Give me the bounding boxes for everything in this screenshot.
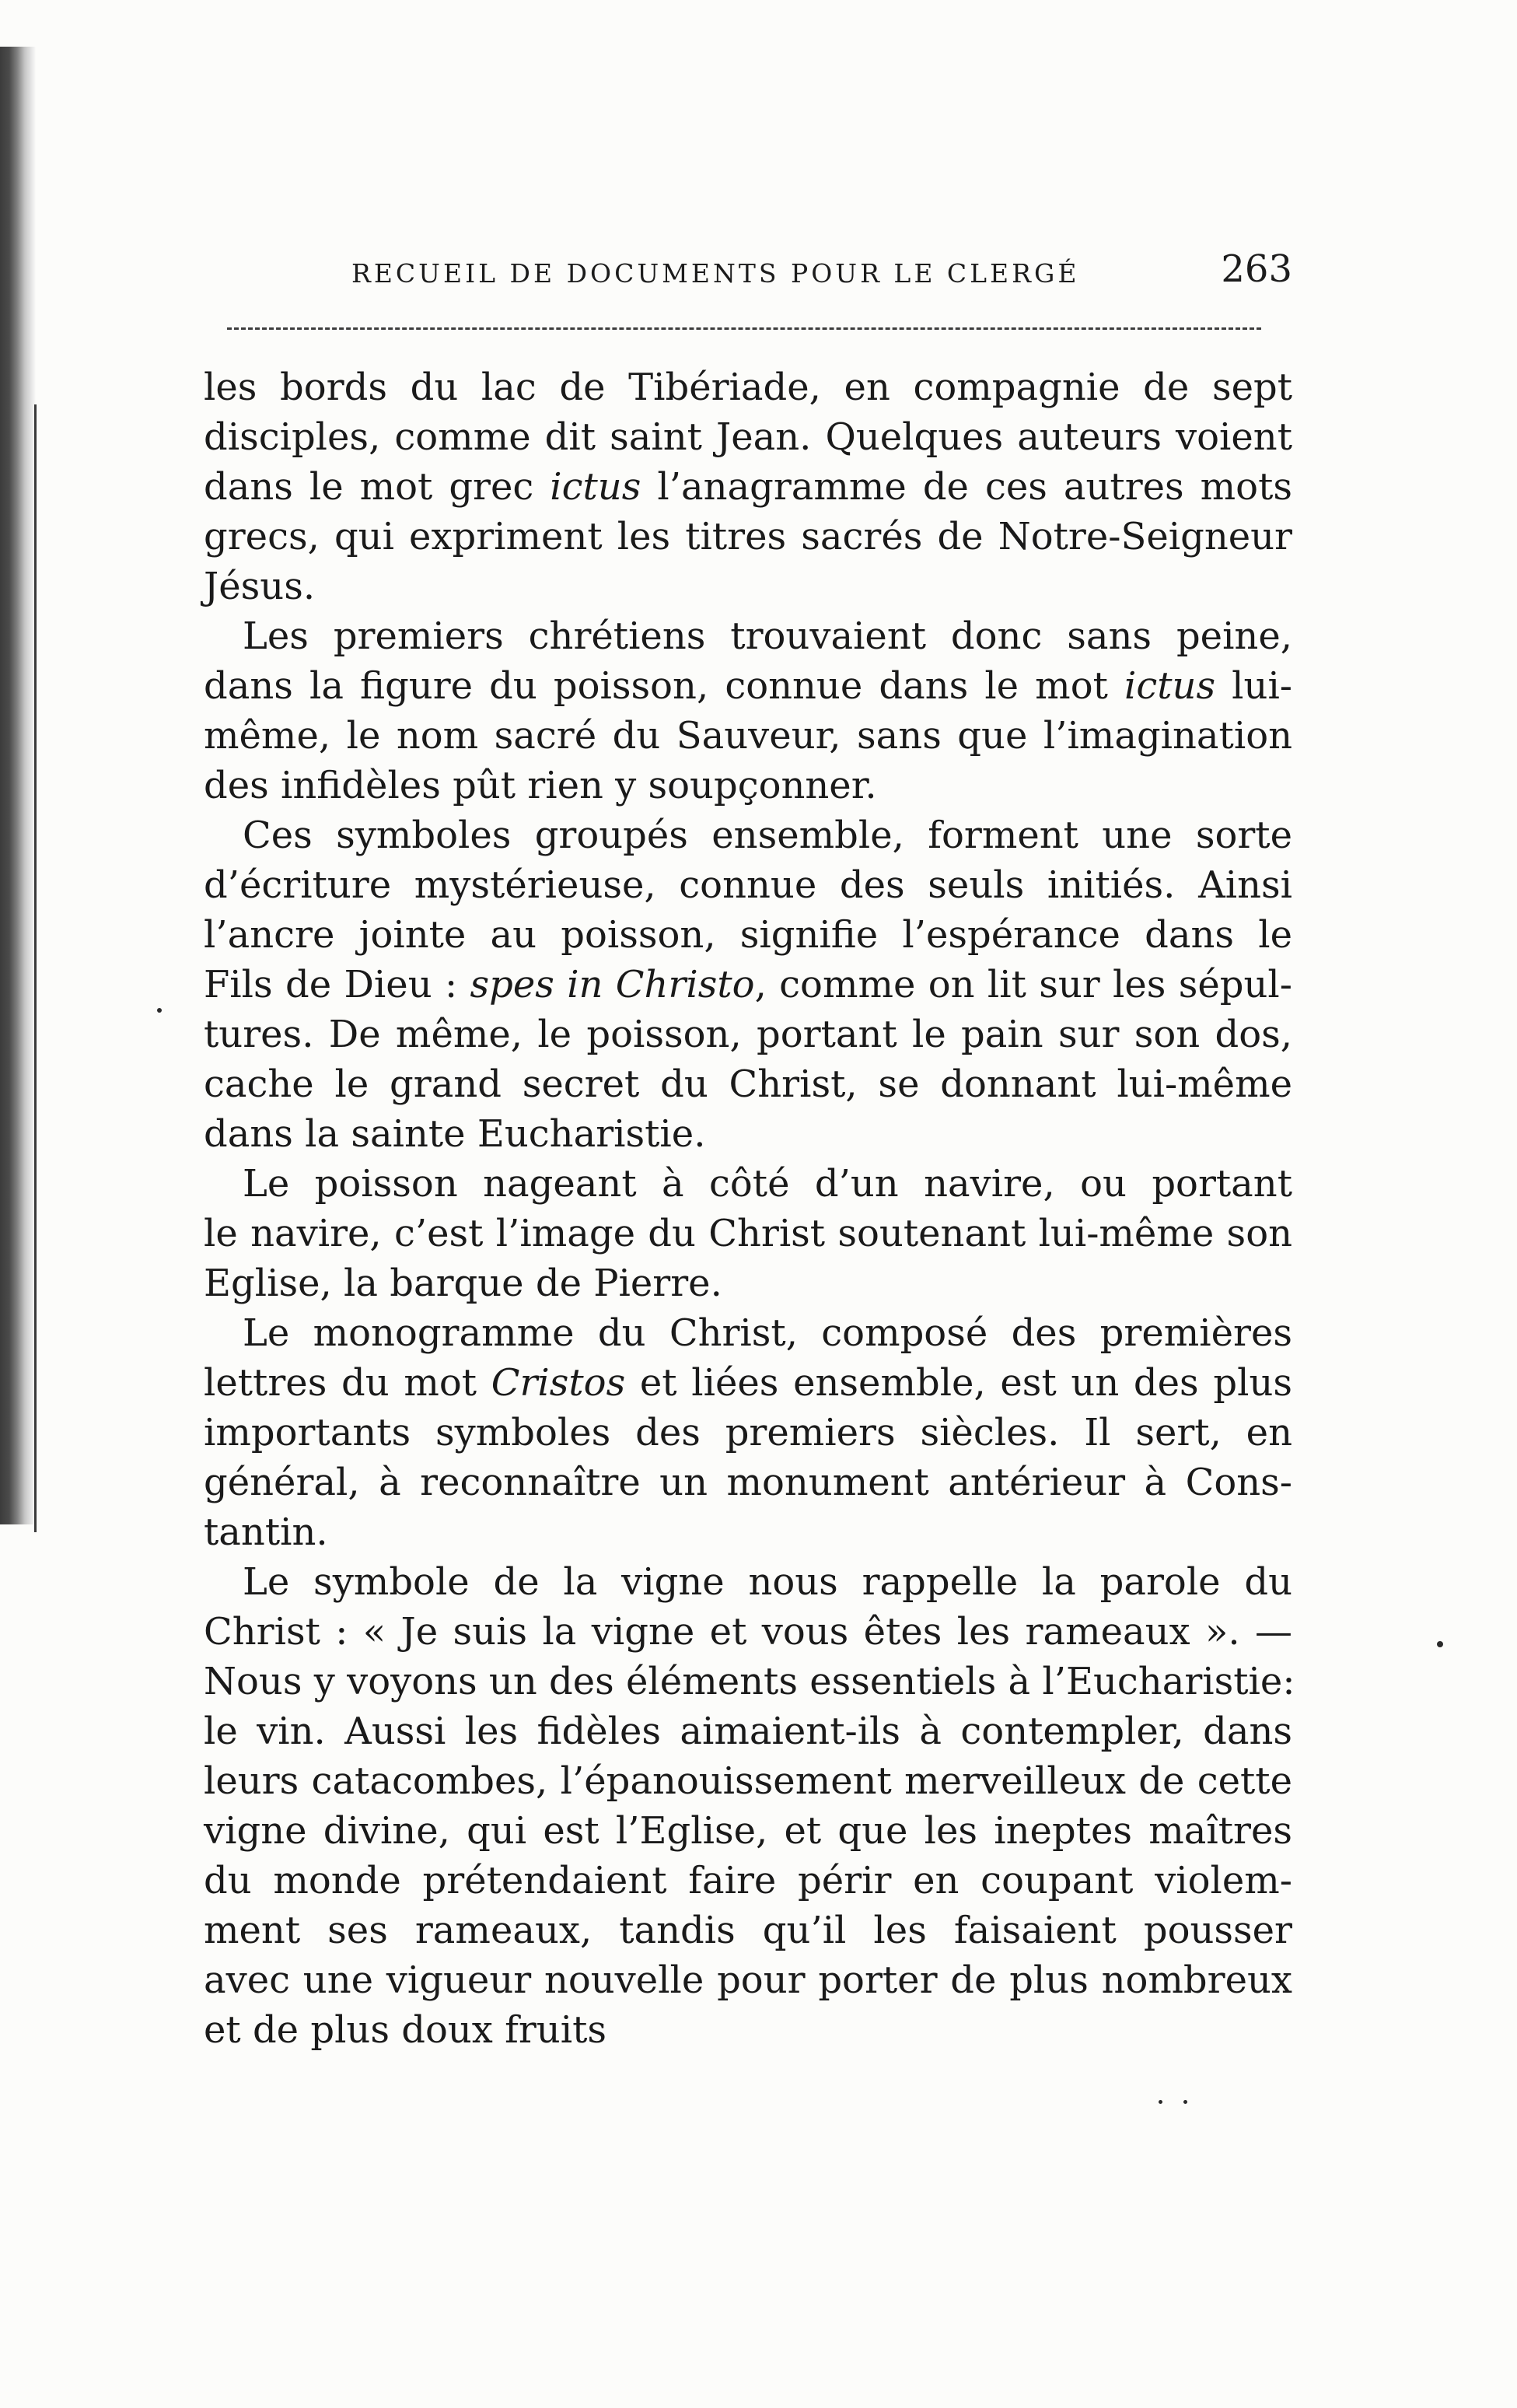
- text-segment: leurs catacombes, l’épanouissement merveilleux de cette: [204, 1759, 1292, 1803]
- text-segment: dans le mot grec: [204, 465, 551, 509]
- text-segment: Le poisson nageant à côté d’un navire, ou portant: [243, 1162, 1292, 1206]
- text-line: [204, 512, 1292, 562]
- text-segment: grecs, qui expriment les titres sacrés de Notre-Seigneur: [204, 515, 1292, 558]
- body-text: [204, 362, 1295, 2055]
- text-segment: Le monogramme du Christ, composé des premières: [243, 1311, 1292, 1355]
- text-line: [204, 1706, 1292, 1756]
- running-title: RECUEIL DE DOCUMENTS POUR LE CLERGÉ: [351, 258, 1080, 289]
- text-segment: Eglise, la barque de Pierre.: [204, 1262, 722, 1305]
- ink-speck: [1183, 2100, 1187, 2104]
- text-line: [204, 1308, 1292, 1358]
- italic-term: spes in Christo: [470, 963, 755, 1006]
- text-line: [204, 810, 1292, 860]
- text-line: [204, 1607, 1292, 1657]
- text-line: [204, 1458, 1292, 1507]
- page-binding-shadow: [0, 47, 36, 1524]
- text-segment: ment ses rameaux, tandis qu’il les faisaient pousser: [204, 1909, 1292, 1952]
- text-line: [204, 910, 1292, 960]
- text-segment: avec une vigueur nouvelle pour porter de plus nombreux: [204, 1958, 1292, 2002]
- text-segment: le vin. Aussi les fidèles aimaient-ils à contempler, dans: [204, 1710, 1292, 1753]
- text-segment: et de plus doux fruits: [204, 2008, 606, 2052]
- text-line: [204, 1159, 1292, 1209]
- text-segment: disciples, comme dit saint Jean. Quelques auteurs voient: [204, 415, 1292, 459]
- text-line: [204, 1756, 1292, 1806]
- text-line: [204, 1109, 1292, 1159]
- text-segment: Le symbole de la vigne nous rappelle la parole du: [243, 1560, 1292, 1604]
- text-line: [204, 1955, 1292, 2005]
- text-segment: lettres du mot: [204, 1361, 491, 1405]
- text-segment: Ces symboles groupés ensemble, forment une sorte: [243, 814, 1292, 857]
- text-segment: l’ancre jointe au poisson, signifie l’espérance dans le: [204, 913, 1292, 957]
- text-segment: Les premiers chrétiens trouvaient donc sans peine,: [243, 614, 1292, 658]
- text-line: [204, 860, 1292, 910]
- running-head: [351, 247, 1292, 294]
- text-line: [204, 1657, 1295, 1706]
- text-segment: cache le grand secret du Christ, se donnant lui-même: [204, 1062, 1292, 1106]
- text-segment: tantin.: [204, 1510, 328, 1554]
- italic-term: Cristos: [491, 1361, 626, 1405]
- text-segment: importants symboles des premiers siècles. Il sert, en: [204, 1411, 1292, 1454]
- text-segment: lui-: [1215, 664, 1293, 708]
- text-line: [204, 661, 1292, 711]
- text-segment: même, le nom sacré du Sauveur, sans que l’imagination: [204, 714, 1292, 758]
- text-segment: tures. De même, le poisson, portant le pain sur son dos,: [204, 1013, 1292, 1056]
- text-line: [204, 1806, 1292, 1856]
- text-segment: Jésus.: [204, 565, 316, 608]
- page-binding-line: [34, 404, 37, 1532]
- text-segment: , comme on lit sur les sépul-: [754, 963, 1292, 1006]
- text-line: [204, 711, 1292, 761]
- text-segment: des infidèles pût rien y soupçonner.: [204, 764, 877, 807]
- ink-speck: [157, 1008, 162, 1013]
- text-segment: l’anagramme de ces autres mots: [641, 465, 1292, 509]
- text-line: [204, 1059, 1292, 1109]
- text-line: [204, 562, 1292, 611]
- ink-speck: [1159, 2100, 1162, 2104]
- text-line: [204, 1258, 1292, 1308]
- italic-term: ictus: [1124, 664, 1216, 708]
- text-segment: d’écriture mystérieuse, connue des seuls initiés. Ainsi: [204, 863, 1292, 907]
- text-line: [204, 1010, 1292, 1059]
- text-line: [204, 1209, 1292, 1258]
- text-line: [204, 412, 1292, 462]
- text-line: [204, 1906, 1292, 1955]
- ink-speck: [1437, 1641, 1443, 1647]
- text-segment: les bords du lac de Tibériade, en compagnie de sept: [204, 366, 1292, 409]
- text-segment: Fils de Dieu :: [204, 963, 470, 1006]
- text-line: [204, 761, 1292, 810]
- text-segment: général, à reconnaître un monument antérieur à Cons-: [204, 1461, 1292, 1504]
- page-number: 263: [1221, 247, 1292, 291]
- text-segment: dans la figure du poisson, connue dans le mot: [204, 664, 1124, 708]
- text-line: [204, 611, 1292, 661]
- text-line: [204, 1358, 1292, 1408]
- header-rule: [227, 327, 1261, 330]
- text-segment: Christ : « Je suis la vigne et vous êtes les rameaux ». —: [204, 1610, 1292, 1654]
- text-segment: vigne divine, qui est l’Eglise, et que les ineptes maîtres: [204, 1809, 1292, 1853]
- text-line: [204, 362, 1292, 412]
- text-segment: du monde prétendaient faire périr en coupant violem-: [204, 1859, 1292, 1902]
- italic-term: ictus: [550, 465, 641, 509]
- text-segment: le navire, c’est l’image du Christ soutenant lui-même son: [204, 1212, 1292, 1255]
- text-segment: et liées ensemble, est un des plus: [625, 1361, 1293, 1405]
- text-line: [204, 2005, 1292, 2055]
- text-line: [204, 1557, 1292, 1607]
- text-line: [204, 960, 1292, 1010]
- text-line: [204, 1507, 1292, 1557]
- text-line: [204, 1856, 1292, 1906]
- text-segment: Nous y voyons un des éléments essentiels à l’Eucharistie:: [204, 1660, 1295, 1703]
- text-segment: dans la sainte Eucharistie.: [204, 1112, 706, 1156]
- text-line: [204, 1408, 1292, 1458]
- text-line: [204, 462, 1292, 512]
